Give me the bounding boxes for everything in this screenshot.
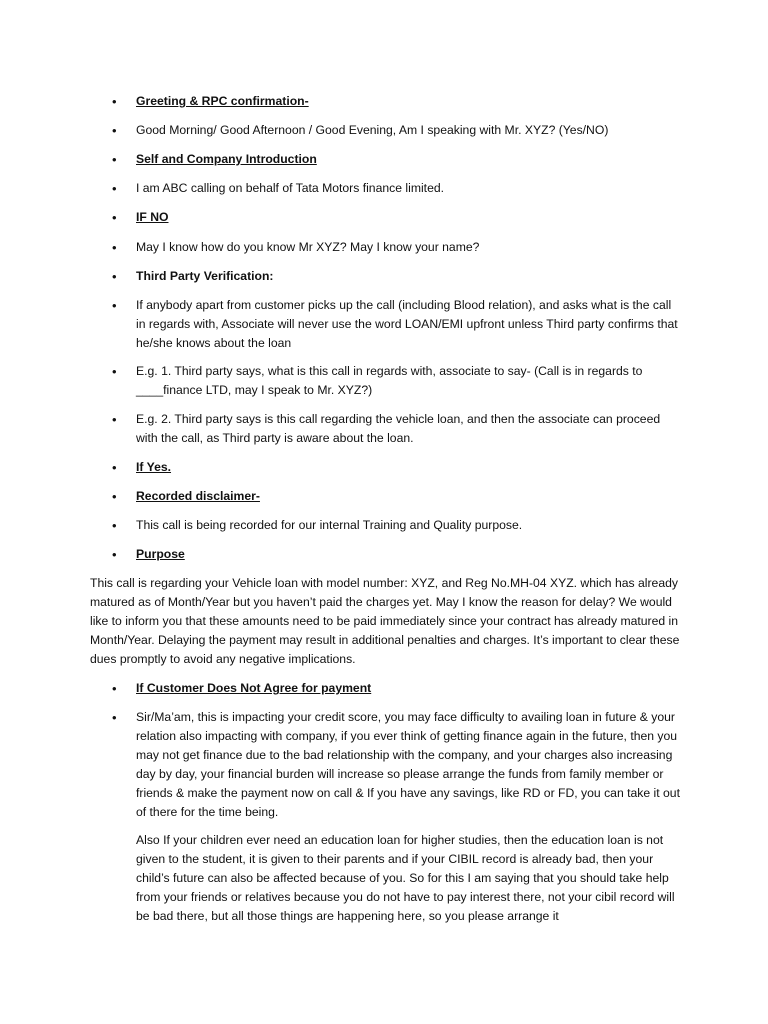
bullet-icon: • [112,460,117,475]
bullet-icon: • [112,710,117,725]
bullet-icon: • [112,240,117,255]
education-loan-paragraph: Also If your children ever need an education loan for higher studies, then the education loan is not given to the student, it is given to their parents and if your CIBIL record is already bad, then your child’s future can also be affected because of you. So for this I am saying that you should take help from your friends or relatives because you do not have to pay interest there, not your cibil record will be bad there, but all those things are happening here, so you please arrange it [136,833,675,923]
list-item: E.g. 1. Third party says, what is this call in regards with, associate to say- (Call is in regards to ____finance LTD, may I speak to Mr. XYZ?) [136,364,643,397]
bullet-icon: • [112,681,117,696]
bullet-icon: • [112,210,117,225]
bullet-icon: • [112,547,117,562]
heading-if-no: IF NO [136,210,169,224]
heading-introduction: Self and Company Introduction [136,152,317,166]
bullet-icon: • [112,123,117,138]
heading-customer-not-agree: If Customer Does Not Agree for payment [136,681,372,695]
bullet-icon: • [112,152,117,167]
list-item: Good Morning/ Good Afternoon / Good Evening, Am I speaking with Mr. XYZ? (Yes/NO) [136,123,609,137]
purpose-paragraph: This call is regarding your Vehicle loan with model number: XYZ, and Reg No.MH-04 XYZ. which has already matured as of Month/Year but you haven’t paid the charges yet. May I know the reason for delay? We would like to inform you that these amounts need to be paid immediately since your contract has already matured in Month/Year. Delaying the payment may result in additional penalties and charges. It’s important to clear these dues promptly to avoid any negative implications. [90,576,680,666]
list-item: Sir/Ma’am, this is impacting your credit score, you may face difficulty to availing loan in future & your relation also impacting with company, if you ever think of getting finance again in the future, then you may not get finance due to the bad relationship with the company, and your charges also increasing day by day, your financial burden will increase so please arrange the funds from family member or friends & make the payment now on call & If you have any savings, like RD or FD, you can take it out of there for the time being. [136,710,680,819]
list-item: This call is being recorded for our internal Training and Quality purpose. [136,518,523,532]
heading-third-party: Third Party Verification: [136,269,274,283]
bullet-icon: • [112,298,117,313]
list-item: May I know how do you know Mr XYZ? May I know your name? [136,240,480,254]
bullet-icon: • [112,489,117,504]
list-item: If anybody apart from customer picks up the call (including Blood relation), and asks what is the call in regards with, Associate will never use the word LOAN/EMI upfront unless Third party confirms that he/she knows about the loan [136,298,678,350]
list-item: E.g. 2. Third party says is this call regarding the vehicle loan, and then the associate can proceed with the call, as Third party is aware about the loan. [136,412,661,445]
bullet-icon: • [112,364,117,379]
list-item: I am ABC calling on behalf of Tata Motors finance limited. [136,181,445,195]
bullet-icon: • [112,94,117,109]
bullet-icon: • [112,412,117,427]
heading-recorded-disclaimer: Recorded disclaimer- [136,489,260,503]
heading-if-yes: If Yes. [136,460,172,474]
heading-greeting: Greeting & RPC confirmation- [136,94,309,108]
bullet-icon: • [112,518,117,533]
bullet-icon: • [112,269,117,284]
bullet-icon: • [112,181,117,196]
heading-purpose: Purpose [136,547,185,561]
